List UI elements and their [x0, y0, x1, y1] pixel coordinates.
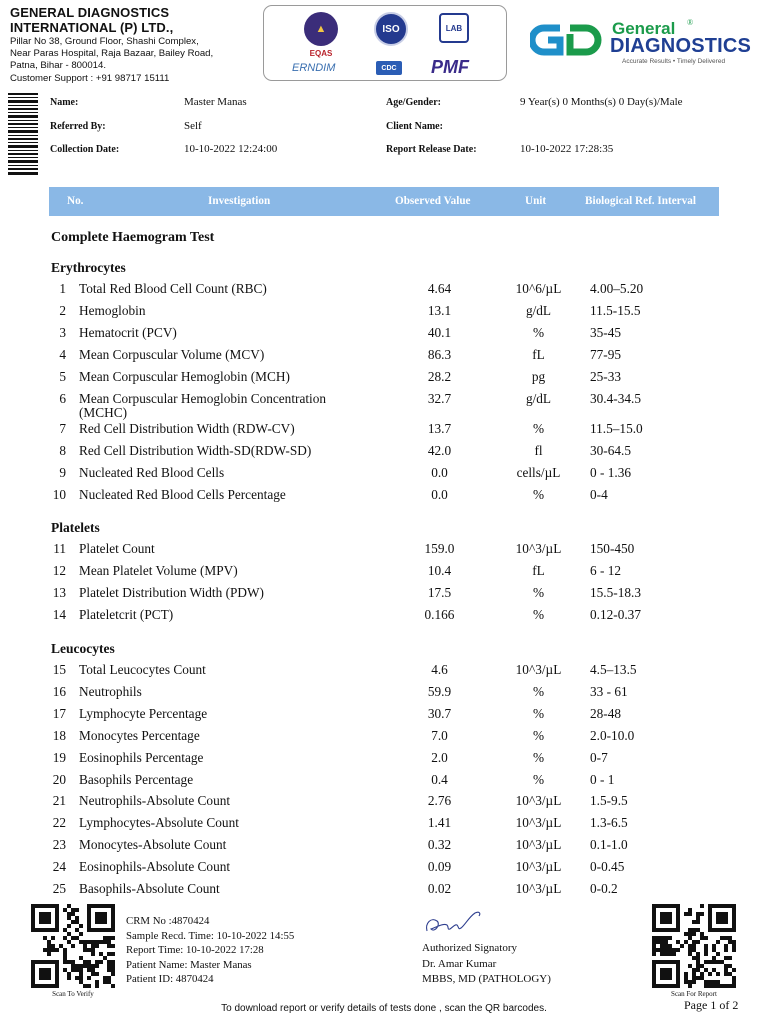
col-unit: Unit [525, 195, 547, 207]
unit: fL [532, 346, 545, 362]
reference-interval: 1.5-9.5 [590, 793, 628, 809]
reference-interval: 77-95 [590, 346, 622, 362]
observed-value: 17.5 [427, 584, 452, 600]
observed-value: 2.76 [427, 793, 452, 809]
cdc-logo: CDC [376, 61, 402, 75]
reference-interval: 0-4 [590, 487, 608, 503]
age-gender: 9 Year(s) 0 Months(s) 0 Day(s)/Male [520, 96, 683, 108]
reference-interval: 11.5-15.5 [590, 302, 641, 318]
page-number: Page 1 of 2 [684, 998, 739, 1012]
reference-interval: 0-0.2 [590, 881, 618, 896]
observed-value: 30.7 [427, 705, 452, 721]
age-label: Age/Gender: [386, 97, 441, 108]
col-investigation: Investigation [208, 195, 271, 207]
reference-interval: 4.5–13.5 [590, 662, 637, 677]
col-ref: Biological Ref. Interval [585, 195, 696, 207]
observed-value: 0.166 [424, 606, 455, 622]
observed-value: 0.0 [431, 465, 448, 481]
unit: fL [532, 562, 545, 578]
row-number: 18 [52, 727, 66, 743]
release-label: Report Release Date: [386, 144, 477, 155]
observed-value: 59.9 [427, 683, 452, 699]
row-number: 11 [53, 541, 66, 556]
unit: 10^3/µL [515, 881, 562, 896]
reference-interval: 30.4-34.5 [590, 390, 641, 406]
report-qr-code[interactable] [652, 904, 736, 988]
row-number: 22 [52, 815, 66, 831]
erndim-logo: ERNDIM [292, 62, 336, 74]
collection-label: Collection Date: [50, 144, 120, 155]
investigation-name: Total Leucocytes Count [79, 662, 206, 677]
unit: 10^3/µL [515, 662, 562, 677]
observed-value: 42.0 [427, 443, 452, 459]
company-address-1: Pillar No 38, Ground Floor, Shashi Complex, [10, 36, 199, 47]
observed-value: 86.3 [427, 346, 452, 362]
crm-number: CRM No :4870424 [126, 915, 210, 927]
row-number: 17 [52, 705, 66, 721]
unit: pg [531, 368, 546, 384]
eqas-logo-icon: ▲ [304, 12, 338, 46]
reference-interval: 30-64.5 [590, 443, 631, 459]
download-note: To download report or verify details of tests done , scan the QR barcodes. [221, 1003, 547, 1014]
investigation-name: Total Red Blood Cell Count (RBC) [79, 281, 267, 296]
name-label: Name: [50, 97, 79, 108]
investigation-name: Plateletcrit (PCT) [79, 606, 174, 622]
row-number: 2 [59, 302, 66, 318]
row-number: 5 [59, 368, 66, 384]
col-observed: Observed Value [395, 195, 471, 207]
registered-mark: ® [687, 18, 694, 27]
row-number: 7 [59, 421, 66, 437]
observed-value: 13.7 [427, 421, 452, 437]
verify-qr-code[interactable] [31, 904, 115, 988]
reference-interval: 6 - 12 [590, 562, 622, 578]
doctor-signature [423, 905, 485, 937]
reference-interval: 0 - 1.36 [590, 465, 631, 481]
scan-report-caption: Scan For Report [671, 990, 717, 998]
unit: 10^3/µL [515, 541, 562, 556]
observed-value: 159.0 [424, 541, 455, 556]
reference-interval: 0.12-0.37 [590, 606, 641, 622]
unit: 10^6/µL [515, 281, 562, 296]
row-number: 20 [52, 771, 66, 787]
unit: 10^3/µL [515, 859, 562, 875]
customer-support: Customer Support : +91 98717 15111 [10, 72, 170, 84]
row-number: 21 [52, 793, 66, 809]
unit: % [532, 771, 545, 787]
doctor-degree: MBBS, MD (PATHOLOGY) [422, 973, 551, 986]
row-number: 15 [52, 662, 66, 677]
results-table-header [49, 187, 719, 216]
sample-received-time: Sample Recd. Time: 10-10-2022 14:55 [126, 929, 295, 942]
investigation-name: Red Cell Distribution Width (RDW-CV) [79, 421, 295, 437]
report-time: Report Time: 10-10-2022 17:28 [126, 944, 264, 957]
observed-value: 0.0 [431, 487, 448, 503]
row-number: 12 [52, 562, 66, 578]
referred-by: Self [184, 120, 202, 132]
unit: cells/µL [516, 465, 561, 481]
row-number: 3 [59, 324, 66, 340]
gd-logo-icon [530, 22, 608, 58]
investigation-name: Hemoglobin [79, 302, 146, 318]
unit: g/dL [525, 302, 552, 318]
accreditation-logos [263, 5, 507, 81]
reference-interval: 28-48 [590, 705, 622, 721]
observed-value: 2.0 [431, 749, 448, 765]
investigation-name: Lymphocyte Percentage [79, 705, 208, 721]
observed-value: 4.6 [431, 662, 448, 677]
observed-value: 28.2 [427, 368, 452, 384]
row-number: 14 [52, 606, 66, 622]
unit: % [532, 683, 545, 699]
investigation-name: Nucleated Red Blood Cells [79, 465, 225, 481]
investigation-name: Monocytes Percentage [79, 727, 200, 743]
unit: 10^3/µL [515, 815, 562, 831]
reference-interval: 0-7 [590, 749, 608, 765]
iso-logo-icon: ISO [374, 12, 408, 46]
company-info [10, 5, 255, 84]
unit: fl [534, 443, 543, 459]
investigation-name: Basophils Percentage [79, 771, 194, 787]
referred-label: Referred By: [50, 121, 106, 132]
reference-interval: 25-33 [590, 368, 622, 384]
lab-certified-logo-icon: LAB [439, 13, 469, 43]
reference-interval: 33 - 61 [590, 683, 628, 699]
unit: % [532, 705, 545, 721]
section-heading: Platelets [51, 520, 100, 535]
reference-interval: 1.3-6.5 [590, 815, 628, 831]
investigation-name: Eosinophils-Absolute Count [79, 859, 231, 875]
reference-interval: 0-0.45 [590, 859, 625, 875]
unit: % [532, 749, 545, 765]
row-number: 4 [59, 346, 66, 362]
brand-line1: General [612, 19, 676, 38]
observed-value: 0.09 [427, 859, 452, 875]
footer-patient-id: Patient ID: 4870424 [126, 973, 214, 986]
reference-interval: 150-450 [590, 541, 635, 556]
reference-interval: 35-45 [590, 324, 622, 340]
row-number: 8 [59, 443, 66, 459]
reference-interval: 15.5-18.3 [590, 584, 641, 600]
unit: 10^3/µL [515, 837, 562, 853]
release-date: 10-10-2022 17:28:35 [520, 143, 614, 155]
unit: % [532, 606, 545, 622]
observed-value: 40.1 [427, 324, 452, 340]
vertical-barcode [8, 93, 38, 175]
company-address-3: Patna, Bihar - 800014. [10, 60, 107, 72]
row-number: 16 [52, 683, 66, 699]
unit: % [532, 324, 545, 340]
row-number: 19 [52, 749, 66, 765]
company-name-line1: GENERAL DIAGNOSTICS [10, 5, 170, 20]
row-number: 25 [52, 881, 66, 896]
brand-tagline: Accurate Results • Timely Delivered [622, 58, 726, 65]
observed-value: 7.0 [431, 727, 448, 743]
pmf-logo: PMF [431, 57, 469, 77]
row-number: 24 [52, 859, 66, 875]
report-meta [126, 914, 294, 987]
row-number: 13 [52, 584, 66, 600]
row-number: 10 [52, 487, 66, 503]
row-number: 23 [52, 837, 66, 853]
investigation-name: Nucleated Red Blood Cells Percentage [79, 487, 286, 503]
observed-value: 10.4 [427, 562, 452, 578]
signatory-title: Authorized Signatory [422, 942, 518, 954]
section-heading: Erythrocytes [51, 260, 126, 275]
unit: % [532, 487, 545, 503]
observed-value: 1.41 [427, 815, 452, 831]
investigation-name: Basophils-Absolute Count [79, 881, 220, 896]
footer-patient-name: Patient Name: Master Manas [126, 958, 252, 971]
company-name-line2: INTERNATIONAL (P) LTD., [10, 20, 174, 35]
observed-value: 0.4 [431, 771, 448, 787]
reference-interval: 4.00–5.20 [590, 281, 644, 296]
unit: 10^3/µL [515, 793, 562, 809]
brand-line2: DIAGNOSTICS [610, 35, 752, 57]
unit: % [532, 584, 545, 600]
patient-name: Master Manas [184, 96, 247, 108]
reference-interval: 2.0-10.0 [590, 727, 635, 743]
investigation-name: Mean Platelet Volume (MPV) [79, 562, 238, 578]
row-number: 1 [59, 281, 66, 296]
observed-value: 13.1 [427, 302, 452, 318]
unit: % [532, 421, 545, 437]
unit: % [532, 727, 545, 743]
investigation-name: Lymphocytes-Absolute Count [79, 815, 239, 831]
collection-date: 10-10-2022 12:24:00 [184, 143, 278, 155]
client-label: Client Name: [386, 121, 443, 132]
investigation-name: Neutrophils-Absolute Count [79, 793, 231, 809]
investigation-name: Platelet Distribution Width (PDW) [79, 584, 264, 600]
investigation-name: Eosinophils Percentage [79, 749, 204, 765]
doctor-name: Dr. Amar Kumar [422, 957, 497, 970]
investigation-name: Mean Corpuscular Hemoglobin Concentration (MCHC) [79, 390, 327, 420]
investigation-name: Mean Corpuscular Volume (MCV) [79, 346, 265, 362]
investigation-name: Mean Corpuscular Hemoglobin (MCH) [79, 368, 290, 384]
investigation-name: Neutrophils [79, 683, 142, 699]
reference-interval: 0 - 1 [590, 771, 615, 787]
investigation-name: Platelet Count [79, 541, 155, 556]
investigation-name: Monocytes-Absolute Count [79, 837, 227, 853]
observed-value: 0.02 [427, 881, 452, 896]
brand-logo [530, 18, 755, 68]
reference-interval: 11.5–15.0 [590, 421, 643, 437]
eqas-label: EQAS [309, 48, 333, 58]
section-heading: Leucocytes [51, 641, 115, 656]
scan-verify-caption: Scan To Verify [52, 990, 94, 998]
row-number: 6 [59, 390, 66, 406]
unit: g/dL [525, 390, 552, 406]
observed-value: 32.7 [427, 390, 452, 406]
signatory-block [422, 941, 551, 988]
test-title: Complete Haemogram Test [51, 230, 215, 245]
investigation-name: Red Cell Distribution Width-SD(RDW-SD) [79, 443, 312, 459]
reference-interval: 0.1-1.0 [590, 837, 628, 853]
col-no: No. [67, 195, 84, 207]
company-address-2: Near Paras Hospital, Raja Bazaar, Bailey Road, [10, 48, 214, 60]
observed-value: 4.64 [427, 281, 452, 296]
observed-value: 0.32 [427, 837, 452, 853]
investigation-name: Hematocrit (PCV) [79, 324, 177, 340]
row-number: 9 [59, 465, 66, 481]
